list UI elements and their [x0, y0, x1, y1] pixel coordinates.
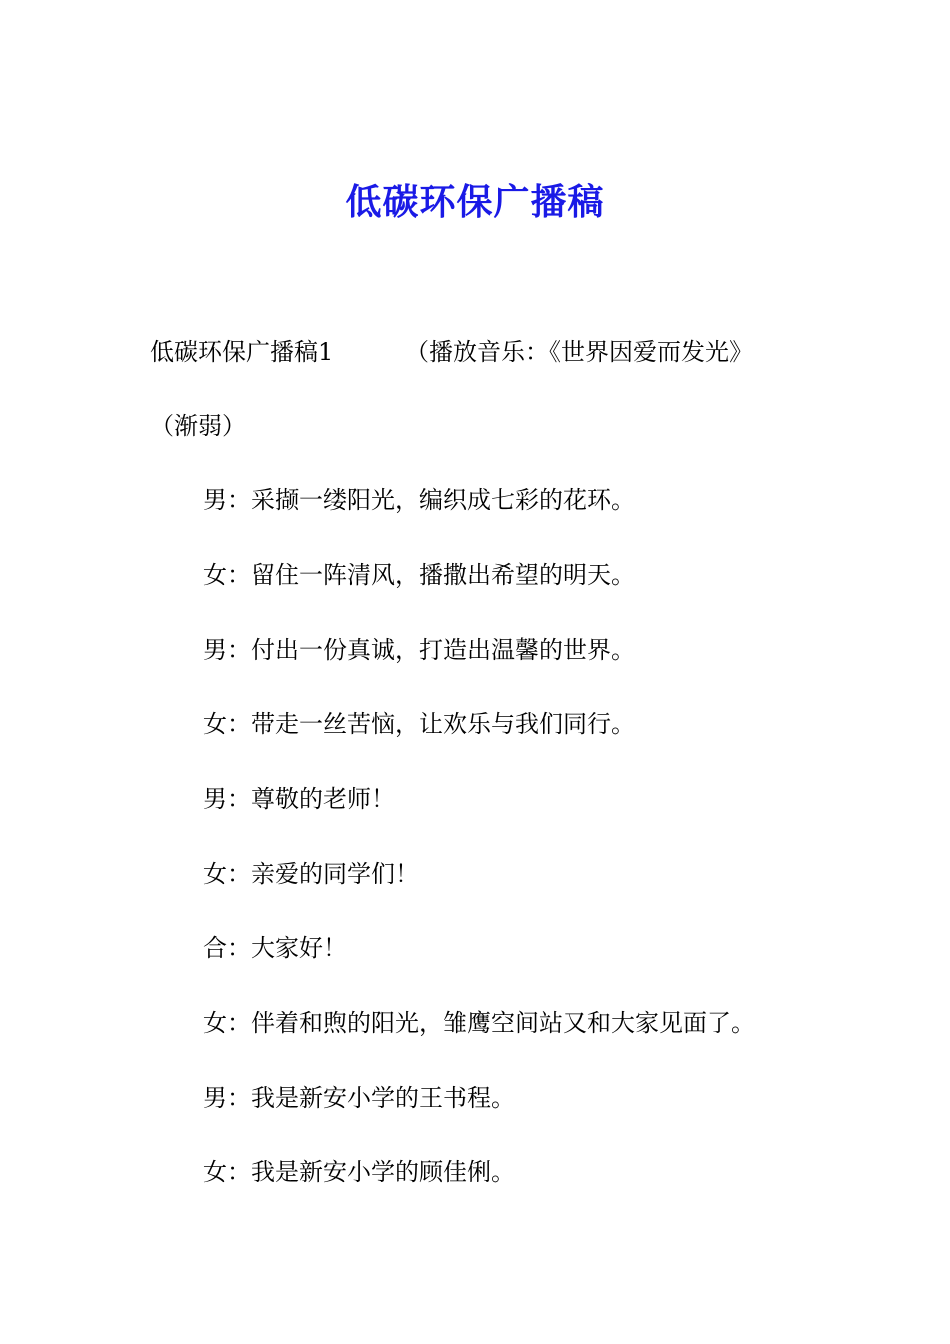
dialog-line: 合：大家好！: [203, 934, 347, 962]
dialog-line: 男：采撷一缕阳光，编织成七彩的花环。: [203, 486, 635, 514]
intro-heading: 低碳环保广播稿1: [150, 338, 334, 366]
dialog-line: 女：我是新安小学的顾佳俐。: [203, 1158, 515, 1186]
dialog-line: 女：带走一丝苦恼，让欢乐与我们同行。: [203, 710, 635, 738]
dialog-line: 男：尊敬的老师！: [203, 785, 395, 813]
dialog-line: 男：付出一份真诚，打造出温馨的世界。: [203, 636, 635, 664]
dialog-line: 男：我是新安小学的王书程。: [203, 1084, 515, 1112]
dialog-line: 女：留住一阵清风，播撒出希望的明天。: [203, 561, 635, 589]
intro-music-note: （播放音乐：《世界因爱而发光》: [405, 338, 753, 366]
document-title: 低碳环保广播稿: [345, 181, 605, 223]
dialog-line: 女：亲爱的同学们！: [203, 860, 419, 888]
intro-fade-note: （渐弱）: [150, 412, 246, 440]
dialog-line: 女：伴着和煦的阳光，雏鹰空间站又和大家见面了。: [203, 1009, 755, 1037]
